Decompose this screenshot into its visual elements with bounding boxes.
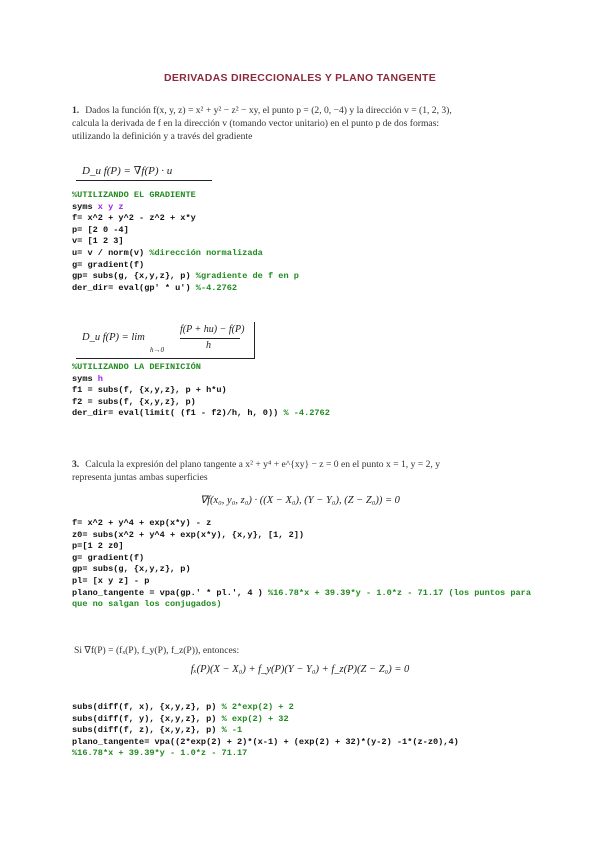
code-line: gp= subs(g, {x,y,z}, p) <box>72 564 191 575</box>
code-block-gradient <box>72 190 542 294</box>
question-3 <box>72 458 532 484</box>
question-3-line-b: representa juntas ambas superficies <box>72 472 208 483</box>
code-line: p= [2 0 -4] <box>72 224 129 235</box>
note-text: Si ∇f(P) = (fₓ(P), f_y(P), f_z(P)), entonces: <box>74 645 240 656</box>
code-line: v= [1 2 3] <box>72 236 124 247</box>
code-comment: % -4.2762 <box>283 408 330 419</box>
code-line: f1 = subs(f, {x,y,z}, p + h*u) <box>72 385 227 396</box>
gradient-formula: D_u f(P) = ∇f(P) · u⃗ <box>76 161 212 181</box>
question-3-text-a: Calcula la expresión del plano tangente a x² + y⁴ + e^{xy} − z = 0 en el punto x = 1, y = 2, y <box>85 459 440 470</box>
code-line: u= v / norm(v) <box>72 247 150 258</box>
code-comment: % -1 <box>221 725 243 736</box>
code-comment: %gradiente de f en p <box>195 271 299 282</box>
code-line: f= x^2 + y^2 - z^2 + x*y <box>72 213 196 224</box>
code-line: pl= [x y z] - p <box>72 575 150 586</box>
partials-formula: fₓ(P)(X − X₀) + f_y(P)(Y − Y₀) + f_z(P)(Z − Z₀) = 0 <box>190 664 410 675</box>
code-syms-keyword: syms <box>72 201 98 212</box>
code-comment: %UTILIZANDO LA DEFINICIÓN <box>72 362 201 372</box>
code-line: g= gradient(f) <box>72 259 145 270</box>
tangent-plane-formula: ∇f(x₀, y₀, z₀) · ((X − X₀), (Y − Y₀), (Z − Z₀)) = 0 <box>200 495 400 506</box>
code-block-definition <box>72 362 542 420</box>
limit-formula-sub: h→0 <box>150 346 164 354</box>
code-comment: % 2*exp(2) + 2 <box>221 702 294 712</box>
question-1-text-a: Dados la función f(x, y, z) = x² + y² − z² − xy, el punto p = (2, 0, −4) y la dirección v = (1, 2, 3), <box>85 105 452 116</box>
code-syms-vars: h <box>97 373 103 384</box>
code-line: plano_tangente= vpa((2*exp(2) + 2)*(x-1) + (exp(2) + 32)*(y-2) -1*(z-z0),4) <box>72 736 459 747</box>
limit-formula-denominator: h <box>206 340 211 351</box>
page-title: DERIVADAS DIRECCIONALES Y PLANO TANGENTE <box>164 72 436 84</box>
code-line: f= x^2 + y^4 + exp(x*y) - z <box>72 518 212 528</box>
question-1 <box>72 104 532 143</box>
code-line: subs(diff(f, y), {x,y,z}, p) <box>72 713 222 724</box>
code-line: g= gradient(f) <box>72 552 145 563</box>
code-line: plano_tangente = vpa(gp.' * pl.', 4 ) <box>72 587 268 598</box>
question-1-number: 1. <box>72 105 80 116</box>
code-block-tangent <box>72 518 542 611</box>
code-line: gp= subs(g, {x,y,z}, p) <box>72 271 196 282</box>
question-1-line-b: calcula la derivada de f en la dirección v (tomando vector unitario) en el punto p de dos formas: <box>72 118 440 129</box>
code-syms-keyword: syms <box>72 373 98 384</box>
code-comment: %-4.2762 <box>195 282 238 293</box>
code-line: subs(diff(f, x), {x,y,z}, p) <box>72 702 222 712</box>
code-comment: %16.78*x + 39.39*y - 1.0*z - 71.17 (los puntos para que no salgan los conjugados) <box>72 587 537 610</box>
code-comment: %dirección normalizada <box>149 247 263 258</box>
question-3-line-a <box>72 458 532 471</box>
question-1-line-c: utilizando la definición y a través del gradiente <box>72 131 253 142</box>
code-syms-vars: x y z <box>97 201 124 212</box>
code-line: f2 = subs(f, {x,y,z}, p) <box>72 396 196 407</box>
code-block-partials <box>72 702 542 760</box>
question-3-number: 3. <box>72 459 80 470</box>
limit-formula-bar <box>180 338 240 339</box>
code-comment: % exp(2) + 32 <box>221 713 289 724</box>
code-line: der_dir= eval(gp' * u') <box>72 282 196 293</box>
limit-formula-lhs: D_u f(P) = lim <box>82 332 145 343</box>
code-line: p=[1 2 z0] <box>72 541 124 552</box>
code-comment: %16.78*x + 39.39*y - 1.0*z - 71.17 <box>72 748 248 759</box>
code-line: der_dir= eval(limit( (f1 - f2)/h, h, 0)) <box>72 408 284 419</box>
limit-formula-numerator: f(P + hu) − f(P) <box>180 324 245 335</box>
code-line: z0= subs(x^2 + y^4 + exp(x*y), {x,y}, [1, 2]) <box>72 529 305 540</box>
code-line: subs(diff(f, z), {x,y,z}, p) <box>72 725 222 736</box>
question-1-line-a <box>72 104 532 117</box>
code-comment: %UTILIZANDO EL GRADIENTE <box>72 190 196 200</box>
